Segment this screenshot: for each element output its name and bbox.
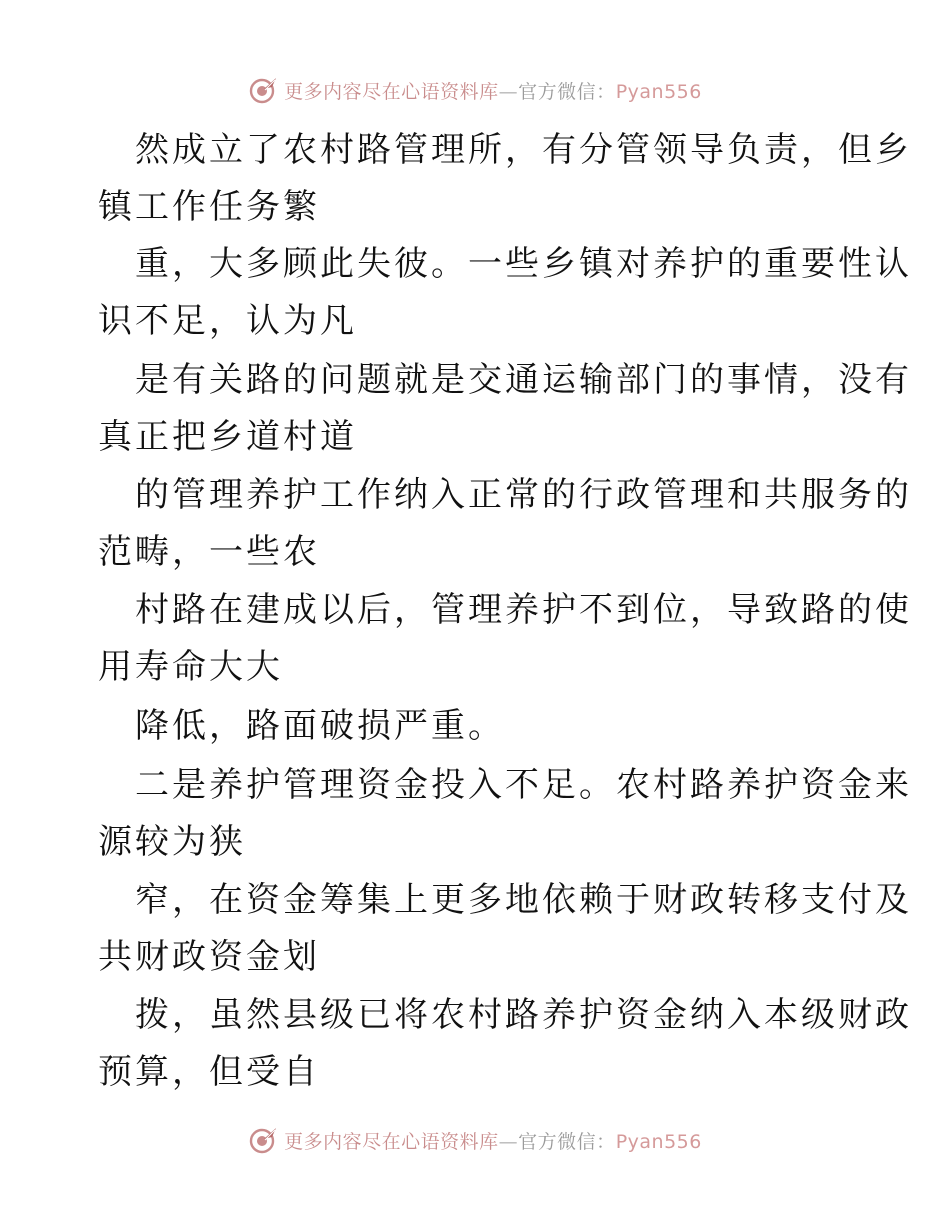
- quill-logo-icon: [248, 1125, 278, 1155]
- watermark-label: 官方微信：: [518, 80, 616, 103]
- text-line: 共财政资金划: [98, 937, 320, 977]
- text-line: 窄，在资金筹集上更多地依赖于财政转移支付及: [135, 880, 912, 920]
- watermark-main: 更多内容尽在心语资料库: [284, 1130, 499, 1153]
- text-line: 村路在建成以后，管理养护不到位，导致路的使: [135, 590, 912, 630]
- text-line: 降低，路面破损严重。: [135, 706, 505, 746]
- text-line: 拨，虽然县级已将农村路养护资金纳入本级财政: [135, 995, 912, 1035]
- text-line: 源较为狭: [98, 822, 246, 862]
- text-line: 识不足，认为凡: [98, 301, 357, 341]
- text-line: 范畴，一些农: [98, 532, 320, 572]
- header-watermark: [0, 72, 950, 108]
- watermark-dash: —: [498, 80, 519, 103]
- quill-logo-icon: [248, 75, 278, 105]
- watermark-wechat: Pyan556: [615, 80, 702, 103]
- text-line: 预算，但受自: [98, 1052, 320, 1092]
- watermark-text: [284, 77, 702, 104]
- text-line: 真正把乡道村道: [98, 417, 357, 457]
- text-line: 然成立了农村路管理所，有分管领导负责，但乡: [135, 130, 912, 170]
- watermark-text: [284, 1127, 702, 1154]
- watermark-label: 官方微信：: [518, 1130, 616, 1153]
- watermark-main: 更多内容尽在心语资料库: [284, 80, 499, 103]
- text-line: 是有关路的问题就是交通运输部门的事情，没有: [135, 360, 912, 400]
- text-line: 二是养护管理资金投入不足。农村路养护资金来: [135, 765, 912, 805]
- text-line: 用寿命大大: [98, 647, 283, 687]
- text-line: 的管理养护工作纳入正常的行政管理和共服务的: [135, 475, 912, 515]
- footer-watermark: [0, 1122, 950, 1158]
- watermark-wechat: Pyan556: [615, 1130, 702, 1153]
- watermark-dash: —: [498, 1130, 519, 1153]
- text-line: 重，大多顾此失彼。一些乡镇对养护的重要性认: [135, 244, 912, 284]
- text-line: 镇工作任务繁: [98, 187, 320, 227]
